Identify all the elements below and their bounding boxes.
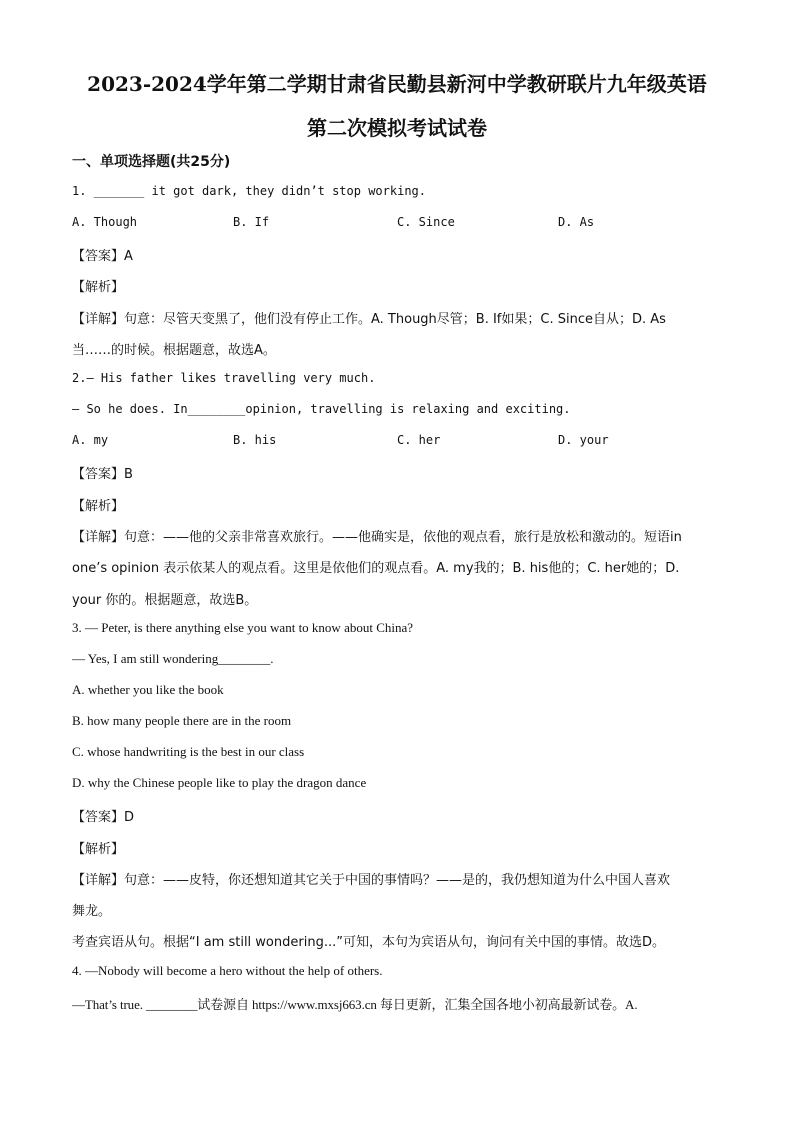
question-1-option-a: A. Though xyxy=(72,215,138,229)
question-2-answer: 【答案】B xyxy=(72,467,133,482)
question-3-option-b: B. how many people there are in the room xyxy=(72,713,292,728)
question-2-option-d: D. your xyxy=(558,433,609,447)
question-1-stem: 1. _______ it got dark, they didn’t stop working. xyxy=(72,184,427,198)
question-1-answer: 【答案】A xyxy=(72,249,133,264)
question-4-stem-line-1: 4. —Nobody will become a hero without the help of others. xyxy=(72,963,383,978)
question-2-stem-line-1: 2.— His father likes travelling very much. xyxy=(72,371,376,385)
question-2-stem-line-2: — So he does. In________opinion, travelling is relaxing and exciting. xyxy=(72,402,571,416)
question-3-detail-line-1: 【详解】句意：——皮特，你还想知道其它关于中国的事情吗？——是的，我仍想知道为什么中国人喜欢 xyxy=(72,873,671,888)
question-3-option-a: A. whether you like the book xyxy=(72,682,224,697)
question-2-detail-line-3: your 你的。根据题意，故选B。 xyxy=(72,593,258,608)
question-3-stem-line-2: — Yes, I am still wondering________. xyxy=(72,651,274,666)
question-1-detail-line-2: 当……的时候。根据题意，故选A。 xyxy=(72,343,276,358)
question-2-option-a: A. my xyxy=(72,433,109,447)
question-3-analysis-label: 【解析】 xyxy=(72,842,125,857)
question-1-analysis-label: 【解析】 xyxy=(72,280,125,295)
document-title-line-1: 2023-2024学年第二学期甘肃省民勤县新河中学教研联片九年级英语 xyxy=(87,72,707,96)
question-1-option-c: C. Since xyxy=(397,215,455,229)
question-3-detail-line-3: 考查宾语从句。根据“I am still wondering...”可知，本句为宾语从句，询问有关中国的事情。故选D。 xyxy=(72,935,665,950)
document-title-line-2: 第二次模拟考试试卷 xyxy=(307,116,487,140)
question-2-option-b: B. his xyxy=(233,433,277,447)
question-1-option-b: B. If xyxy=(233,215,270,229)
question-3-answer: 【答案】D xyxy=(72,810,135,825)
question-1-option-d: D. As xyxy=(558,215,595,229)
question-3-detail-line-2: 舞龙。 xyxy=(72,904,112,919)
question-3-option-c: C. whose handwriting is the best in our class xyxy=(72,744,305,759)
question-4-stem-line-2: —That’s true. ________试卷源自 https://www.mxsj663.cn 每日更新，汇集全国各地小初高最新试卷。A. xyxy=(72,997,638,1012)
section-heading: 一、单项选择题(共25分) xyxy=(72,154,231,170)
question-2-option-c: C. her xyxy=(397,433,441,447)
question-2-detail-line-2: one’s opinion 表示依某人的观点看。这里是依他们的观点看。A. my我的；B. his他的；C. her她的；D. xyxy=(72,561,680,576)
question-3-option-d: D. why the Chinese people like to play the dragon dance xyxy=(72,775,367,790)
question-3-stem-line-1: 3. — Peter, is there anything else you want to know about China? xyxy=(72,620,414,635)
question-2-analysis-label: 【解析】 xyxy=(72,499,125,514)
question-2-detail-line-1: 【详解】句意：——他的父亲非常喜欢旅行。——他确实是，依他的观点看，旅行是放松和激动的。短语in xyxy=(72,530,682,545)
question-1-detail-line-1: 【详解】句意：尽管天变黑了，他们没有停止工作。A. Though尽管；B. If如果；C. Since自从；D. As xyxy=(72,312,666,327)
